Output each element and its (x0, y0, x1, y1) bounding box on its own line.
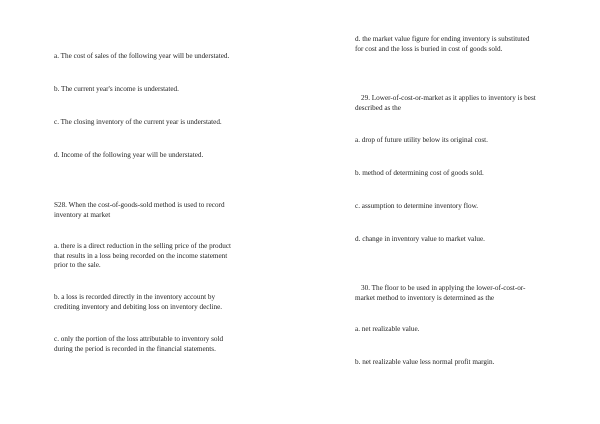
q28-option-b-line: b. a loss is recorded directly in the inventory account by (54, 293, 216, 301)
q29-option-a (355, 136, 488, 146)
q30-stem-line: market method to inventory is determined as the (355, 293, 495, 302)
q30-stem (355, 284, 525, 303)
q28-stem (54, 201, 225, 220)
q28-stem-line: inventory at market (54, 210, 111, 219)
q30-option-a (355, 325, 419, 335)
q29-stem (355, 94, 536, 113)
q28-option-d (355, 35, 529, 54)
q28-option-d-line: for cost and the loss is buried in cost of goods sold. (355, 44, 503, 53)
q28-option-c-line: c. only the portion of the loss attributable to inventory sold (54, 335, 224, 343)
q29-option-c (355, 202, 478, 212)
q29-stem-line: 29. Lower-of-cost-or-market as it applies to inventory is best (361, 94, 536, 102)
q29-option-b (355, 169, 484, 179)
q29-stem-line: described as the (355, 103, 401, 112)
q29-option-b-text: b. method of determining cost of goods sold. (355, 169, 484, 177)
q29-option-c-text: c. assumption to determine inventory flow. (355, 202, 479, 210)
q29-option-d (355, 235, 485, 245)
q29-option-d-text: d. change in inventory value to market value. (355, 235, 485, 243)
q29-option-a-text: a. drop of future utility below its original cost. (355, 136, 488, 144)
q28-option-c-line: during the period is recorded in the financial statements. (54, 344, 216, 353)
q27-option-b-text: b. The current year's income is understated. (54, 85, 179, 93)
q28-option-a (54, 242, 231, 271)
q28-option-a-line: prior to the sale. (54, 261, 101, 270)
q27-option-d-text: d. Income of the following year will be understated. (54, 151, 204, 159)
q28-option-b-line: crediting inventory and debiting loss on inventory decline. (54, 302, 223, 311)
q27-option-b (54, 85, 179, 95)
q28-option-d-line: d. the market value figure for ending inventory is substituted (355, 35, 530, 43)
q28-option-a-line: a. there is a direct reduction in the selling price of the product (54, 242, 232, 250)
q28-option-c (54, 335, 223, 354)
q30-stem-line: 30. The floor to be used in applying the lower-of-cost-or- (361, 284, 526, 292)
q30-option-b (355, 358, 494, 368)
q28-option-a-line: that results in a loss being recorded on the income statement (54, 251, 228, 260)
q27-option-d (54, 151, 203, 161)
q28-option-b (54, 293, 222, 312)
q30-option-a-text: a. net realizable value. (355, 325, 420, 333)
q27-option-a-text: a. The cost of sales of the following year will be understated. (54, 52, 230, 60)
q28-stem-line: S28. When the cost-of-goods-sold method is used to record (54, 201, 225, 209)
q27-option-c (54, 118, 222, 128)
q30-option-b-text: b. net realizable value less normal profit margin. (355, 358, 495, 366)
q27-option-a (54, 52, 229, 62)
q27-option-c-text: c. The closing inventory of the current year is understated. (54, 118, 222, 126)
